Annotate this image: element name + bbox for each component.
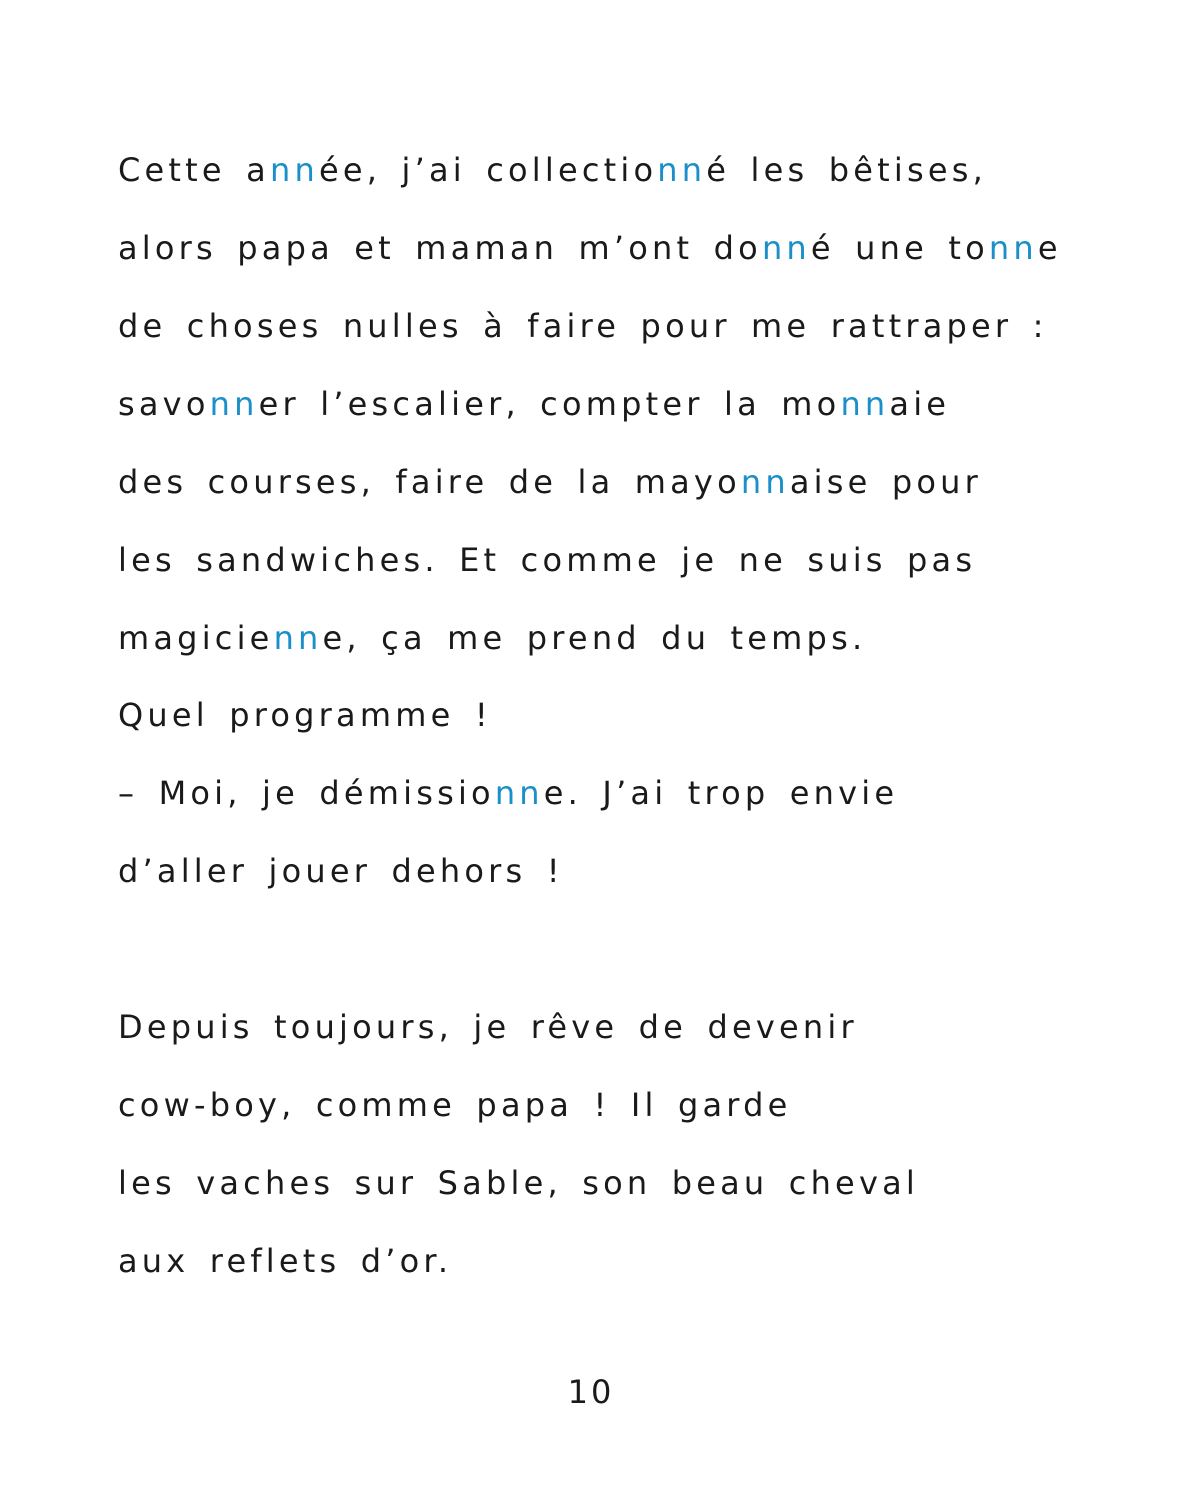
text-line [118,228,1062,268]
text-segment: é les bêtises, [706,151,987,189]
text-segment: les sandwiches. Et comme je ne suis pas [118,541,977,579]
text-segment: magicie [118,619,274,657]
text-segment: e. J’ai trop envie [543,774,899,812]
text-segment: d’aller jouer dehors ! [118,852,564,890]
highlighted-nn: nn [270,151,319,189]
text-segment: cow-boy, comme papa ! Il garde [118,1086,792,1124]
text-segment: ée, j’ai collectio [318,151,658,189]
text-segment: aux reflets d’or. [118,1242,453,1280]
text-segment: des courses, faire de la mayo [118,463,741,501]
text-line [118,1163,919,1203]
highlighted-nn: nn [988,229,1038,267]
highlighted-nn: nn [840,385,890,423]
text-segment: er l’escalier, compter la mo [258,385,841,423]
text-segment: e [1037,229,1062,267]
text-segment: les vaches sur Sable, son beau cheval [118,1164,919,1202]
text-segment: Quel programme ! [118,696,492,734]
text-segment: e, ça me prend du temps. [322,619,867,657]
text-segment: savo [118,385,210,423]
text-segment: de choses nulles à faire pour me rattraper : [118,307,1048,345]
text-segment: aie [889,385,951,423]
text-line [118,1241,452,1281]
text-segment: Cette a [118,151,270,189]
text-line [118,306,1048,346]
text-segment: é une to [810,229,989,267]
highlighted-nn: nn [209,385,259,423]
text-line [118,150,987,190]
highlighted-nn: nn [273,619,323,657]
text-line [118,773,898,813]
text-segment: aise pour [789,463,982,501]
text-line [118,851,564,891]
text-line [118,1085,791,1125]
highlighted-nn: nn [657,151,707,189]
text-segment: – Moi, je démissio [118,774,495,812]
text-line [118,462,982,502]
highlighted-nn: nn [740,463,790,501]
text-segment: alors papa et maman m’ont do [118,229,762,267]
text-line [118,540,976,580]
page-number: 10 [567,1373,615,1411]
text-line [118,618,866,658]
highlighted-nn: nn [494,774,544,812]
text-line [118,695,492,735]
highlighted-nn: nn [761,229,811,267]
text-line [118,384,950,424]
text-segment: Depuis toujours, je rêve de devenir [118,1008,858,1046]
text-line [118,1007,858,1047]
